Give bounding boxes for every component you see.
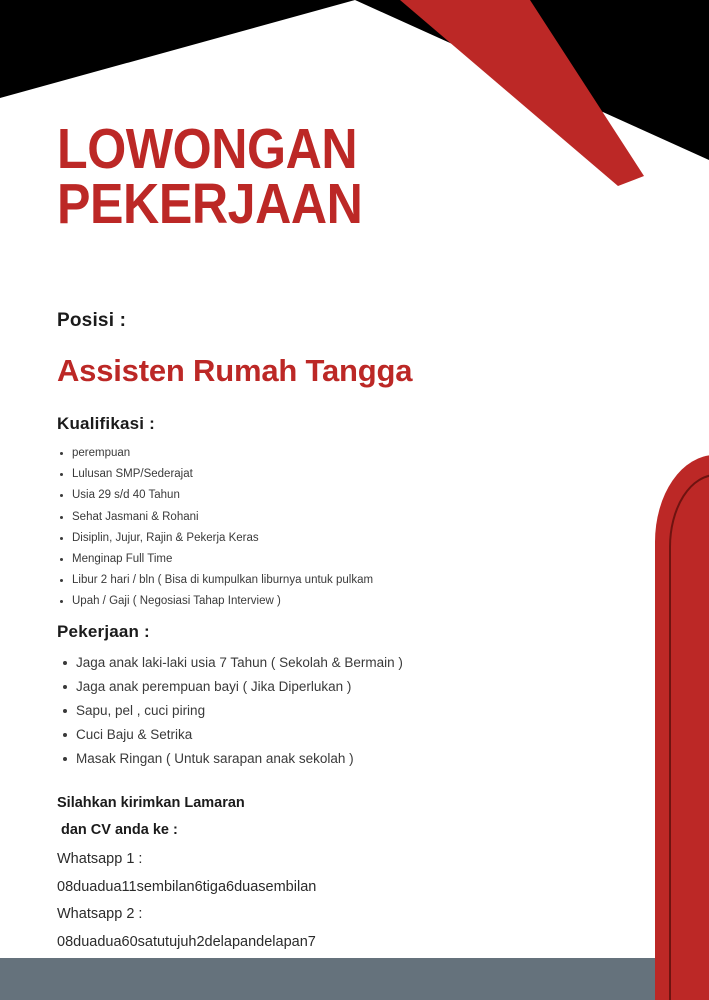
duties-heading: Pekerjaan : — [57, 622, 150, 641]
qualifications-section — [57, 414, 373, 613]
whatsapp-2-label: Whatsapp 2 : — [57, 906, 143, 922]
title-line-1: LOWONGAN — [57, 117, 358, 181]
arch-red-shape — [655, 455, 709, 1000]
title-line-2: PEKERJAAN — [57, 172, 363, 237]
list-item: Sehat Jasmani & Rohani — [57, 507, 373, 528]
list-item: Libur 2 hari / bln ( Bisa di kumpulkan liburnya untuk pulkam — [57, 570, 373, 591]
list-item: perempuan — [57, 443, 373, 464]
whatsapp-2-number: 08duadua60satutujuh2delapandelapan7 — [57, 933, 316, 950]
list-item: Masak Ringan ( Untuk sarapan anak sekolah ) — [57, 747, 403, 771]
list-item: Lulusan SMP/Sederajat — [57, 464, 373, 485]
contact-instruction-line-1: Silahkan kirimkan Lamaran — [57, 795, 245, 811]
duties-list — [57, 651, 403, 771]
list-item: Jaga anak laki-laki usia 7 Tahun ( Sekolah & Bermain ) — [57, 651, 403, 675]
page-title — [57, 117, 404, 237]
list-item: Usia 29 s/d 40 Tahun — [57, 485, 373, 506]
whatsapp-1-number: 08duadua11sembilan6tiga6duasembilan — [57, 878, 317, 895]
position-value: Assisten Rumah Tangga — [57, 353, 413, 388]
side-arch-decoration — [589, 455, 709, 1000]
whatsapp-1-label: Whatsapp 1 : — [57, 851, 143, 867]
duties-section — [57, 622, 403, 771]
qualifications-heading: Kualifikasi : — [57, 414, 156, 433]
list-item: Cuci Baju & Setrika — [57, 723, 403, 747]
list-item: Sapu, pel , cuci piring — [57, 699, 403, 723]
list-item: Jaga anak perempuan bayi ( Jika Diperlukan ) — [57, 675, 403, 699]
list-item: Upah / Gaji ( Negosiasi Tahap Interview ) — [57, 591, 373, 612]
contact-section — [57, 790, 316, 956]
list-item: Menginap Full Time — [57, 549, 373, 570]
contact-instruction-line-2: dan CV anda ke : — [61, 822, 178, 838]
list-item: Disiplin, Jujur, Rajin & Pekerja Keras — [57, 528, 373, 549]
qualifications-list — [57, 443, 373, 613]
position-label: Posisi : — [57, 310, 127, 331]
